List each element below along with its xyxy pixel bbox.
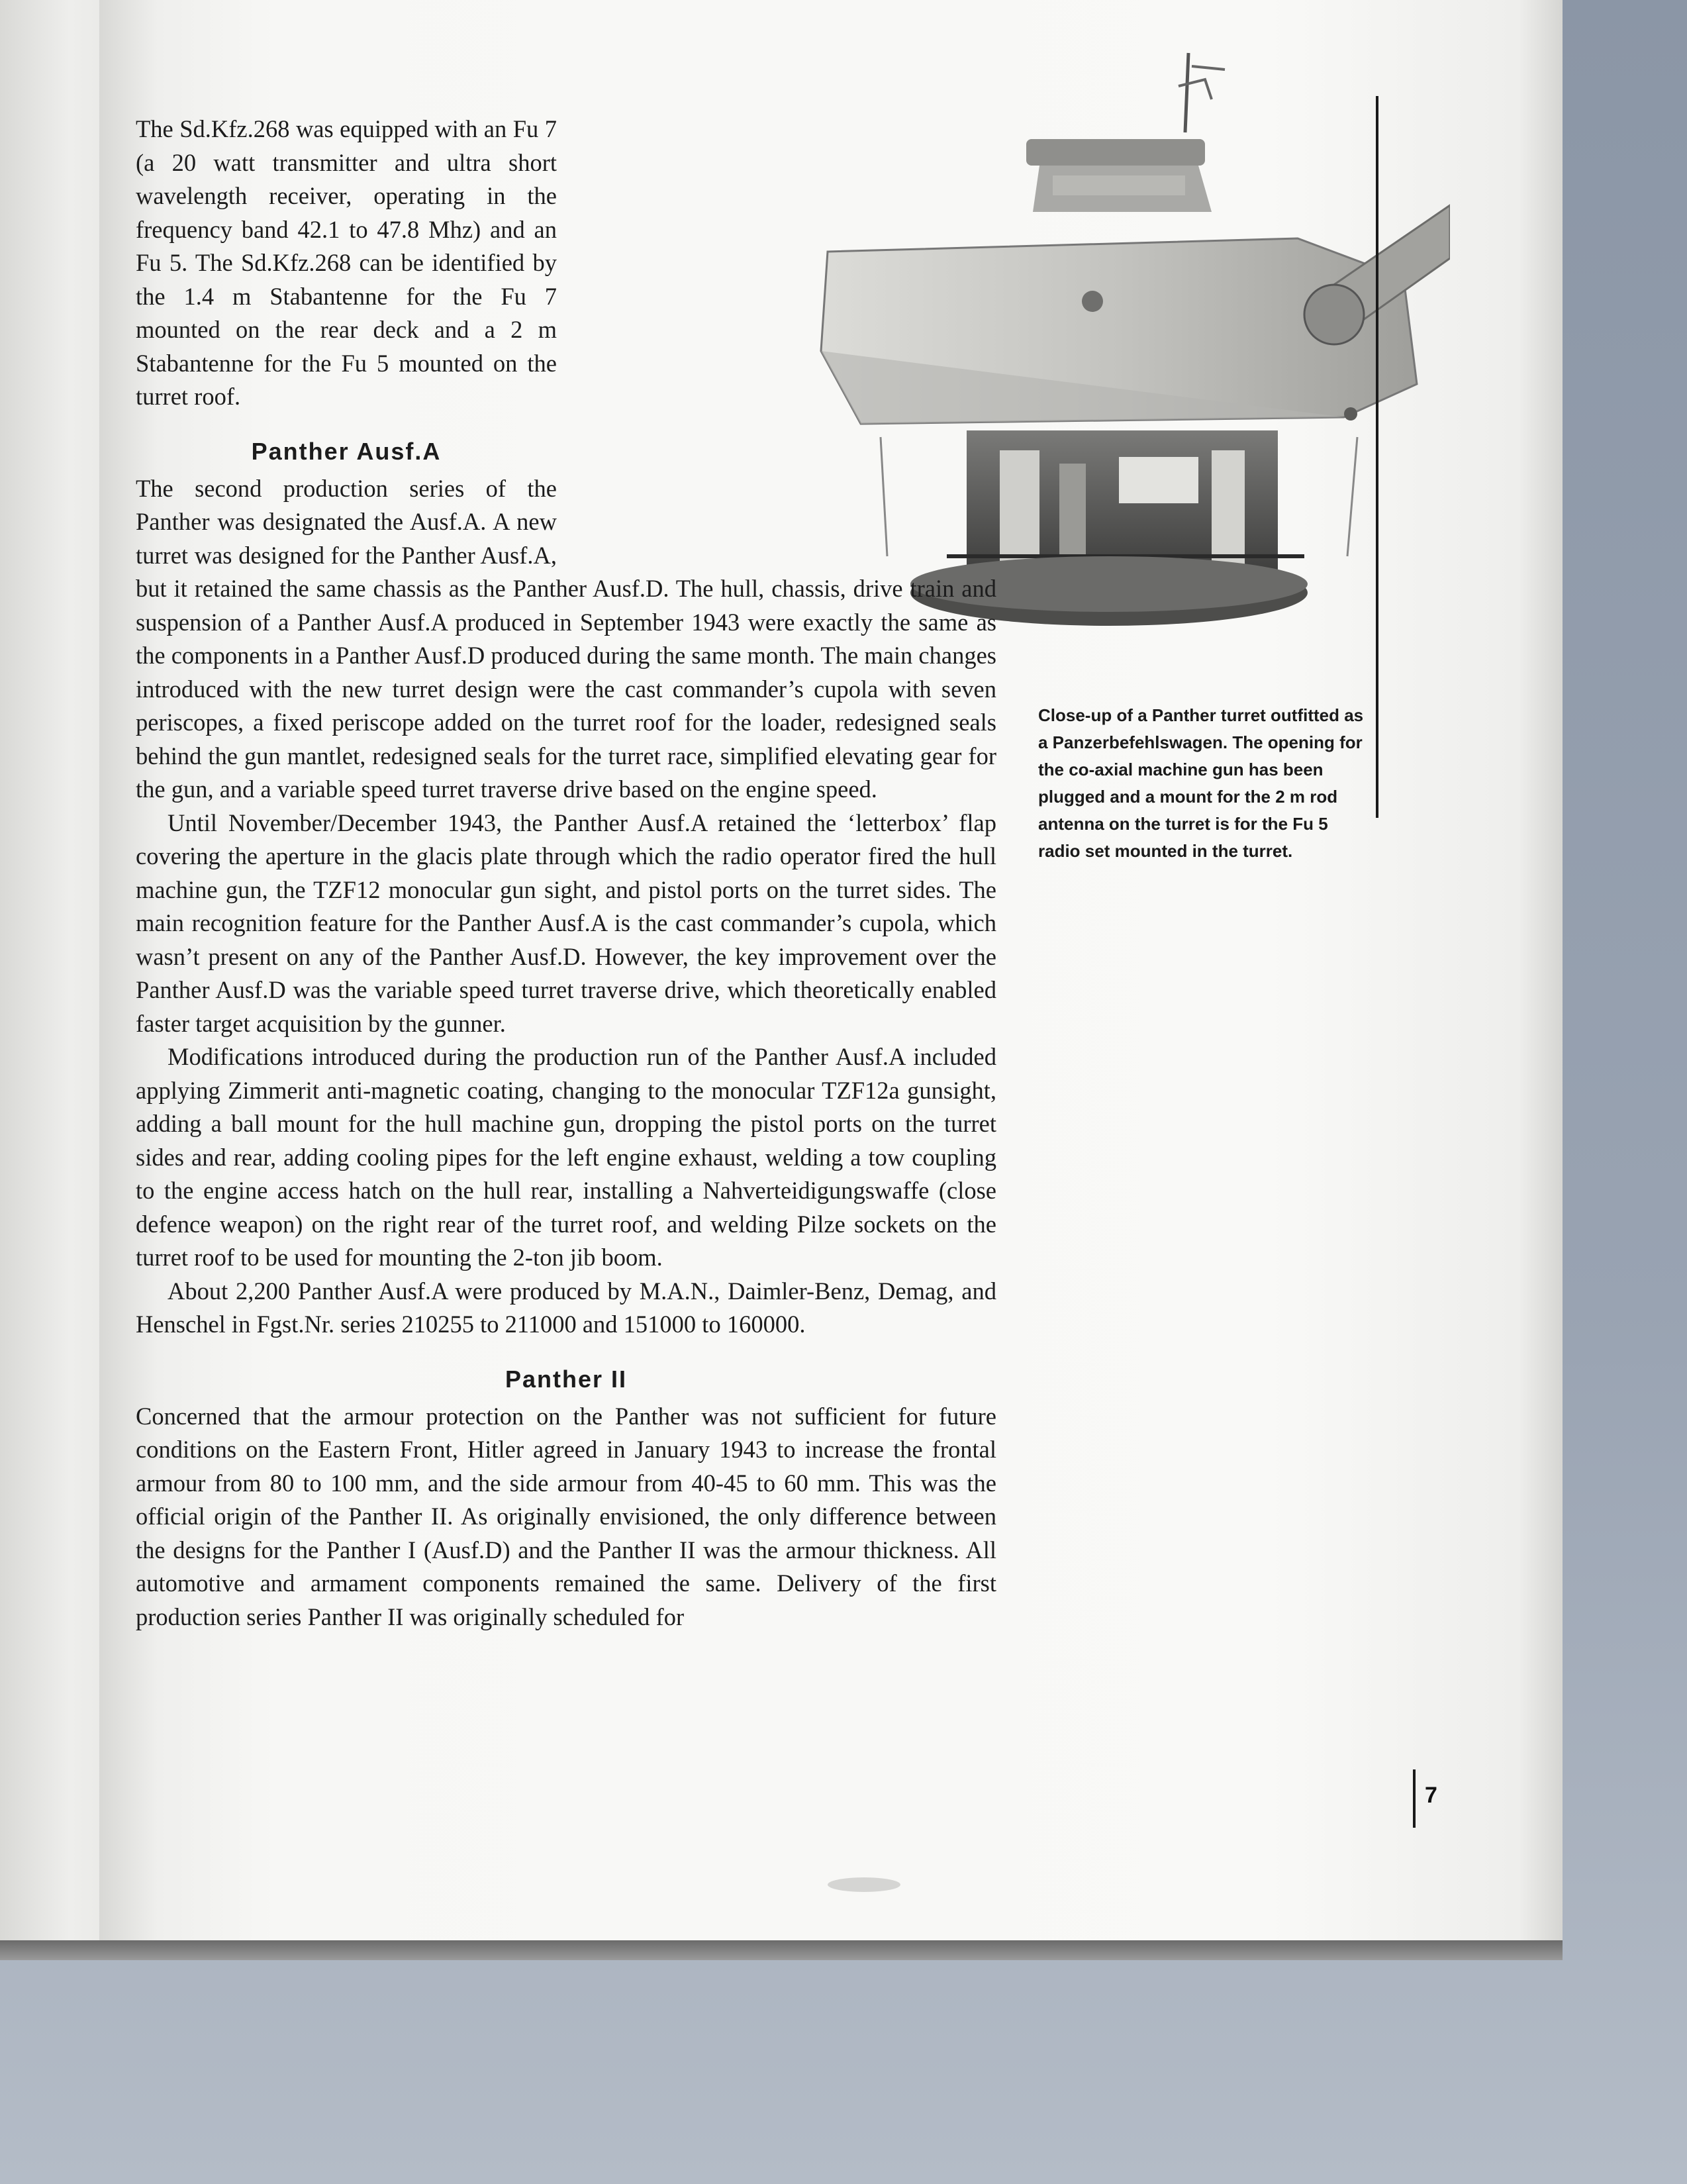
page-smudge — [828, 1877, 900, 1892]
heading-panther-ii: Panther II — [505, 1365, 628, 1393]
page-number-rule — [1413, 1769, 1416, 1828]
panther-ii-paragraph-1: Concerned that the armour protection on the Panther was not sufficient for future conditions on the Eastern Front, Hitler agreed in January 1943 to increase the frontal armour from 80 to 100 mm, and the side armour from 40-45 to 60 mm. This was the official origin of the Panther II. As originally envisioned, the only difference between the designs for the Panther I (Ausf.D) and the Panther II was the armour thickness. All automotive and armament components remained the same. Delivery of the first production series Panther II was originally scheduled for — [136, 1402, 996, 1630]
ausf-a-paragraph-1: The second production series of the Panther was designated the Ausf.A. A new turret was designed for the Panther Ausf.A, but it retained the same chassis as the Panther Ausf.D. The hull, chassis, drive train and suspension of a Panther Ausf.A produced in September 1943 were exactly the same as the components in a Panther Ausf.D produced during the same month. The main changes introduced with the new turret design were the cast commander’s cupola with seven periscopes, a fixed periscope added on the turret roof for the loader, redesigned seals behind the gun mantlet, redesigned seals for the turret race, simplified elevating gear for the gun, and a variable speed turret traverse drive based on the engine speed. — [136, 474, 996, 803]
cover-bottom-edge — [0, 1940, 1563, 1960]
ausf-a-paragraph-2: Until November/December 1943, the Panther Ausf.A retained the ‘letterbox’ flap covering the aperture in the glacis plate through which the radio operator fired the hull machine gun, the TZF12 monocular gun sight, and pistol ports on the turret sides. The main recognition feature for the Panther Ausf.A is the cast commander’s cupola, which wasn’t present on any of the Panther Ausf.D. However, the key improvement over the Panther Ausf.D was the variable speed turret traverse drive, which theoretically enabled faster target acquisition by the gunner. — [136, 809, 996, 1037]
antenna-rod — [1185, 53, 1188, 132]
main-text-column — [136, 113, 996, 1634]
photo-text-wrap — [573, 0, 1122, 556]
intro-paragraph: The Sd.Kfz.268 was equipped with an Fu 7 (a 20 watt transmitter and ultra short wavelength receiver, operating in the frequency band 42.1 to 47.8 Mhz) and an Fu 5. The Sd.Kfz.268 can be identified by the 1.4 m Stabantenne for the Fu 7 mounted on the rear deck and a 2 m Stabantenne for the Fu 5 mounted on the turret roof. — [136, 115, 557, 410]
ausf-a-paragraph-3: Modifications introduced during the production run of the Panther Ausf.A included applying Zimmerit anti-magnetic coating, changing to the monocular TZF12a gunsight, adding a ball mount for the hull machine gun, dropping the pistol ports on the turret sides and rear, adding cooling pipes for the left engine exhaust, welding a tow coupling to the engine access hatch on the hull rear, installing a Nahverteidigungswaffe (close defence weapon) on the right rear of the turret roof, and welding Pilze sockets on the turret roof to be used for mounting the 2-ton jib boom. — [136, 1043, 996, 1271]
photo-caption: Close-up of a Panther turret outfitted as a Panzerbefehlswagen. The opening for the co-axial machine gun has been plugged and a mount for the 2 m rod antenna on the turret is for the Fu 5 radio set mounted in the turret. — [1038, 705, 1364, 861]
ausf-a-paragraph-4: About 2,200 Panther Ausf.A were produced by M.A.N., Daimler-Benz, Demag, and Henschel in Fgst.Nr. series 210255 to 211000 and 151000 to 160000. — [136, 1277, 996, 1338]
column-rule-top — [1376, 96, 1378, 818]
page-number: 7 — [1425, 1783, 1437, 1808]
heading-panther-ausf-a: Panther Ausf.A — [251, 437, 442, 465]
